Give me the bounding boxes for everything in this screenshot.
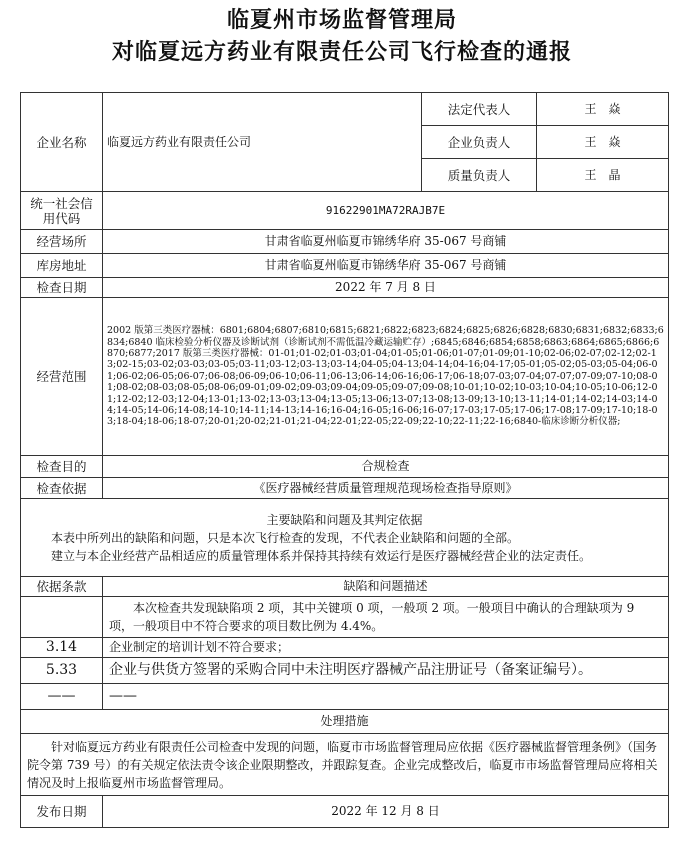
principal-label: 企业负责人 — [422, 126, 537, 159]
business-place-value: 甘肃省临夏州临夏市锦绣华府 35-067 号商铺 — [103, 230, 669, 254]
defects-note-1: 本表中所列出的缺陷和问题，只是本次飞行检查的发现，不代表企业缺陷和问题的全部。 — [51, 530, 520, 545]
scope-label: 经营范围 — [21, 298, 103, 456]
inspection-table — [20, 92, 669, 828]
inspect-date-value: 2022 年 7 月 8 日 — [103, 278, 669, 298]
business-place-label: 经营场所 — [21, 230, 103, 254]
legal-rep-label: 法定代表人 — [422, 93, 537, 126]
measures-text: 针对临夏远方药业有限责任公司检查中发现的问题，临夏市市场监督管理局应依据《医疗器械监督管理条例》（国务院令第 739 号）的有关规定依法责令该企业限期整改，并跟踪复查。企业完成整改后，临夏市市场监督管理局应将相关情况及时上报临夏州市场监督管理局。 — [21, 734, 669, 796]
credit-code-value: 91622901MA72RAJB7E — [103, 192, 669, 230]
title-line1: 临夏州市场监督管理局 — [226, 7, 457, 33]
warehouse-label: 库房地址 — [21, 254, 103, 278]
legal-rep-value: 王 焱 — [537, 93, 669, 126]
table-row — [21, 684, 669, 710]
defect-description: 企业与供货方签署的采购合同中未注明医疗器械产品注册证号（备案证编号）。 — [103, 658, 669, 684]
purpose-value: 合规检查 — [103, 456, 669, 478]
clause-column-header: 依据条款 — [21, 577, 103, 597]
company-name-value: 临夏远方药业有限责任公司 — [103, 93, 422, 192]
inspect-date-label: 检查日期 — [21, 278, 103, 298]
defect-description: 企业制定的培训计划不符合要求； — [103, 638, 669, 658]
defect-clause: 3.14 — [21, 638, 103, 658]
basis-label: 检查依据 — [21, 478, 103, 499]
quality-value: 王 晶 — [537, 159, 669, 192]
description-column-header: 缺陷和问题描述 — [103, 577, 669, 597]
defects-header: 主要缺陷和问题及其判定依据 — [266, 512, 423, 527]
title-line2: 对临夏远方药业有限责任公司飞行检查的通报 — [111, 39, 572, 65]
measures-header: 处理措施 — [21, 710, 669, 734]
company-name-label: 企业名称 — [21, 93, 103, 192]
warehouse-value: 甘肃省临夏州临夏市锦绣华府 35-067 号商铺 — [103, 254, 669, 278]
purpose-label: 检查目的 — [21, 456, 103, 478]
defect-description: —— — [103, 684, 669, 710]
defect-clause: —— — [21, 684, 103, 710]
table-row — [21, 638, 669, 658]
table-row — [21, 658, 669, 684]
publish-date-label: 发布日期 — [21, 796, 103, 828]
basis-value: 《医疗器械经营质量管理规范现场检查指导原则》 — [103, 478, 669, 499]
defects-summary: 本次检查共发现缺陷项 2 项，其中关键项 0 项，一般项 2 项。一般项目中确认的合理缺项为 9 项，一般项目中不符合要求的项目数比例为 4.4%。 — [103, 597, 669, 638]
defect-clause: 5.33 — [21, 658, 103, 684]
credit-code-label: 统一社会信用代码 — [21, 192, 103, 230]
publish-date-value: 2022 年 12 月 8 日 — [103, 796, 669, 828]
defects-note-2: 建立与本企业经营产品相适应的质量管理体系并保持其持续有效运行是医疗器械经营企业的法定责任。 — [51, 548, 592, 563]
principal-value: 王 焱 — [537, 126, 669, 159]
quality-label: 质量负责人 — [422, 159, 537, 192]
scope-value: 2002 版第三类医疗器械：6801;6804;6807;6810;6815;6821;6822;6823;6824;6825;6826;6828;6830;6831;6832;6833;6834;6840 临床检验分析仪器及诊断试剂（诊断试剂不需低温冷藏运输贮存）;6845;6846;6854;6858;6863;6864;6865;6866;6870;6877;2017 版第三类医疗器械：01-01;01-02;01-03;01-04;01-05;01-06;01-07;01-09;01-10;02-06;02-07;02-12;02-13;02-15;03-02;03-03;03-05;03-11;03-12;03-13;03-14;04-05;04-13;04-14;04-16;04-17;05-01;05-02;05-03;05-04;06-01;06-02;06-05;06-07;06-08;06-09;06-10;06-11;06-13;06-14;06-16;06-17;06-18;07-03;07-04;07-07;07-09;07-10;08-01;08-02;08-03;08-05;08-06;09-01;09-02;09-03;09-04;09-05;09-07;09-08;10-01;10-02;10-03;10-04;10-05;10-06;12-01;12-02;12-03;12-04;13-01;13-02;13-03;13-04;13-05;13-06;13-07;13-08;13-09;13-10;13-11;14-01;14-02;14-03;14-04;14-05;14-06;14-08;14-10;14-11;14-13;14-16;16-04;16-05;16-06;16-07;17-03;17-05;17-06;17-08;17-09;17-10;18-03;18-04;18-06;18-07;20-01;20-02;21-01;21-04;22-01;22-05;22-09;22-10;22-11;22-16;6840-临床诊断分析仪器; — [103, 298, 669, 456]
